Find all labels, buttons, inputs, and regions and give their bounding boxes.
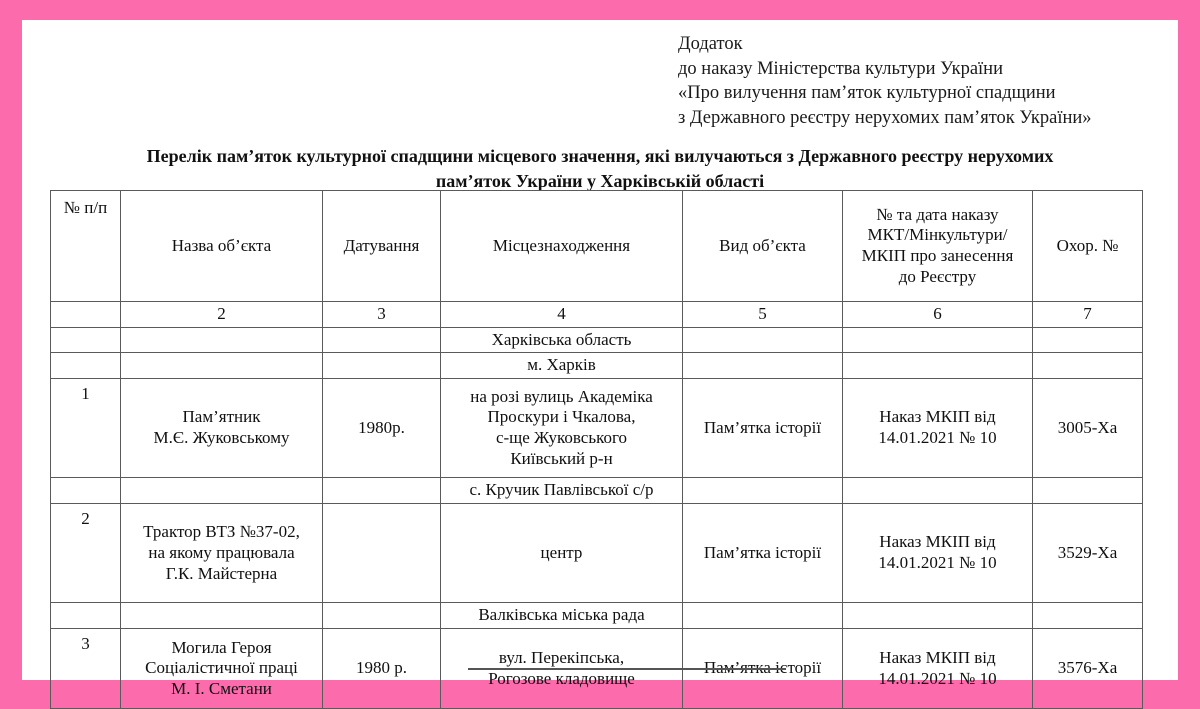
- numbering-cell-dating: 3: [323, 302, 441, 328]
- row-dating: 1980р.: [323, 379, 441, 478]
- column-numbering-row: [51, 302, 1143, 328]
- row-name-line-2: на якому працювала: [148, 542, 295, 562]
- row-index: 1: [51, 379, 121, 478]
- region-cell-guard-no: [1033, 327, 1143, 353]
- sub-cell-dating: [323, 478, 441, 504]
- header-cell-name: Назва об’єкта: [121, 191, 323, 302]
- sub-cell-label: с. Кручик Павлівської с/р: [441, 478, 683, 504]
- appendix-header: [678, 32, 1168, 130]
- city-cell-label: м. Харків: [441, 353, 683, 379]
- numbering-cell-location: 4: [441, 302, 683, 328]
- sub-cell-order: [843, 478, 1033, 504]
- row-location-line-3: с-ще Жуковського: [495, 428, 628, 448]
- header-cell-order: [843, 191, 1033, 302]
- sub-cell-guard-no: [1033, 478, 1143, 504]
- header-cell-guard-no: Охор. №: [1033, 191, 1143, 302]
- row-kind: Пам’ятка історії: [683, 379, 843, 478]
- row-order: [843, 379, 1033, 478]
- region-cell-kind: [683, 327, 843, 353]
- appendix-line-2: до наказу Міністерства культури України: [678, 58, 1003, 79]
- row-name: [121, 504, 323, 603]
- row-location-line-1: на розі вулиць Академіка: [470, 386, 653, 406]
- sub-cell-index: [51, 478, 121, 504]
- numbering-cell-guard-no: 7: [1033, 302, 1143, 328]
- sub-cell-kind: [683, 478, 843, 504]
- region-cell-dating: [323, 327, 441, 353]
- header-order-line-4: до Реєстру: [898, 266, 977, 286]
- region-cell-name: [121, 327, 323, 353]
- header-cell-index: № п/п: [51, 191, 121, 302]
- row-order-line-2: 14.01.2021 № 10: [878, 668, 997, 688]
- sub-cell-kind: [683, 603, 843, 629]
- header-order-line-1: № та дата наказу: [876, 204, 999, 224]
- row-location-line-1: вул. Перекіпська,: [498, 647, 625, 667]
- header-order-line-2: МКТ/Мінкультури/: [867, 225, 1008, 245]
- row-name-line-3: Г.К. Майстерна: [165, 563, 278, 583]
- bottom-separator-rule: [468, 668, 786, 670]
- sub-location-row: [51, 603, 1143, 629]
- row-order-line-1: Наказ МКІП від: [879, 647, 996, 667]
- sub-location-row: [51, 478, 1143, 504]
- numbering-cell-order: 6: [843, 302, 1033, 328]
- numbering-cell-kind: 5: [683, 302, 843, 328]
- appendix-line-4: з Державного реєстру нерухомих пам’яток України»: [678, 107, 1092, 128]
- numbering-cell-name: 2: [121, 302, 323, 328]
- row-name-line-1: Пам’ятник: [182, 407, 261, 427]
- row-guard-no: 3005-Ха: [1033, 379, 1143, 478]
- city-cell-name: [121, 353, 323, 379]
- header-cell-kind: Вид об’єкта: [683, 191, 843, 302]
- appendix-line-3: «Про вилучення пам’яток культурної спадщини: [678, 83, 1056, 104]
- table-header-row: [51, 191, 1143, 302]
- region-cell-label: Харківська область: [441, 327, 683, 353]
- row-name: [121, 379, 323, 478]
- row-kind: Пам’ятка історії: [683, 629, 843, 709]
- region-row: [51, 327, 1143, 353]
- row-name-line-1: Могила Героя: [171, 637, 272, 657]
- row-name-line-2: М.Є. Жуковському: [153, 428, 290, 448]
- region-cell-order: [843, 327, 1033, 353]
- row-location: [441, 504, 683, 603]
- city-cell-dating: [323, 353, 441, 379]
- page-title-line-2: пам’яток України у Харківській області: [435, 170, 765, 191]
- city-cell-kind: [683, 353, 843, 379]
- header-cell-location: Місцезнаходження: [441, 191, 683, 302]
- row-guard-no: 3576-Ха: [1033, 629, 1143, 709]
- header-cell-dating: Датування: [323, 191, 441, 302]
- row-kind: Пам’ятка історії: [683, 504, 843, 603]
- appendix-line-1: Додаток: [678, 34, 743, 54]
- registry-table: [50, 190, 1143, 709]
- city-cell-index: [51, 353, 121, 379]
- row-index: 2: [51, 504, 121, 603]
- header-order-line-3: МКІП про занесення: [861, 246, 1014, 265]
- document-sheet: [22, 20, 1178, 699]
- row-location-line-2: Проскури і Чкалова,: [487, 407, 636, 427]
- city-cell-guard-no: [1033, 353, 1143, 379]
- sub-cell-name: [121, 603, 323, 629]
- region-cell-index: [51, 327, 121, 353]
- row-order-line-1: Наказ МКІП від: [879, 532, 996, 552]
- sub-cell-dating: [323, 603, 441, 629]
- registry-table-wrapper: [50, 190, 1142, 709]
- row-guard-no: 3529-Ха: [1033, 504, 1143, 603]
- row-location-line-4: Київський р-н: [510, 448, 613, 468]
- sub-cell-guard-no: [1033, 603, 1143, 629]
- row-location-line-2: Рогозове кладовище: [488, 668, 635, 688]
- row-order-line-1: Наказ МКІП від: [879, 407, 996, 427]
- city-row: [51, 353, 1143, 379]
- sub-cell-index: [51, 603, 121, 629]
- sub-cell-order: [843, 603, 1033, 629]
- row-order-line-2: 14.01.2021 № 10: [878, 553, 997, 573]
- page-title: [50, 144, 1150, 194]
- row-order: [843, 504, 1033, 603]
- row-name-line-3: М. І. Сметани: [171, 679, 272, 699]
- row-dating: [323, 504, 441, 603]
- row-location: [441, 379, 683, 478]
- row-dating: 1980 р.: [323, 629, 441, 709]
- sub-cell-label: Валківська міська рада: [441, 603, 683, 629]
- row-index: 3: [51, 629, 121, 709]
- city-cell-order: [843, 353, 1033, 379]
- row-order-line-2: 14.01.2021 № 10: [878, 428, 997, 448]
- row-name: [121, 629, 323, 709]
- numbering-cell-index: [51, 302, 121, 328]
- page-title-line-1: Перелік пам’яток культурної спадщини місцевого значення, які вилучаються з Державного реєстру нерухомих: [146, 146, 1054, 166]
- sub-cell-name: [121, 478, 323, 504]
- row-order: [843, 629, 1033, 709]
- row-name-line-1: Трактор ВТЗ №37-02,: [143, 522, 300, 542]
- row-name-line-2: Соціалістичної праці: [145, 658, 298, 678]
- table-row: [51, 504, 1143, 603]
- table-row: [51, 379, 1143, 478]
- row-location-line-1: центр: [540, 542, 583, 562]
